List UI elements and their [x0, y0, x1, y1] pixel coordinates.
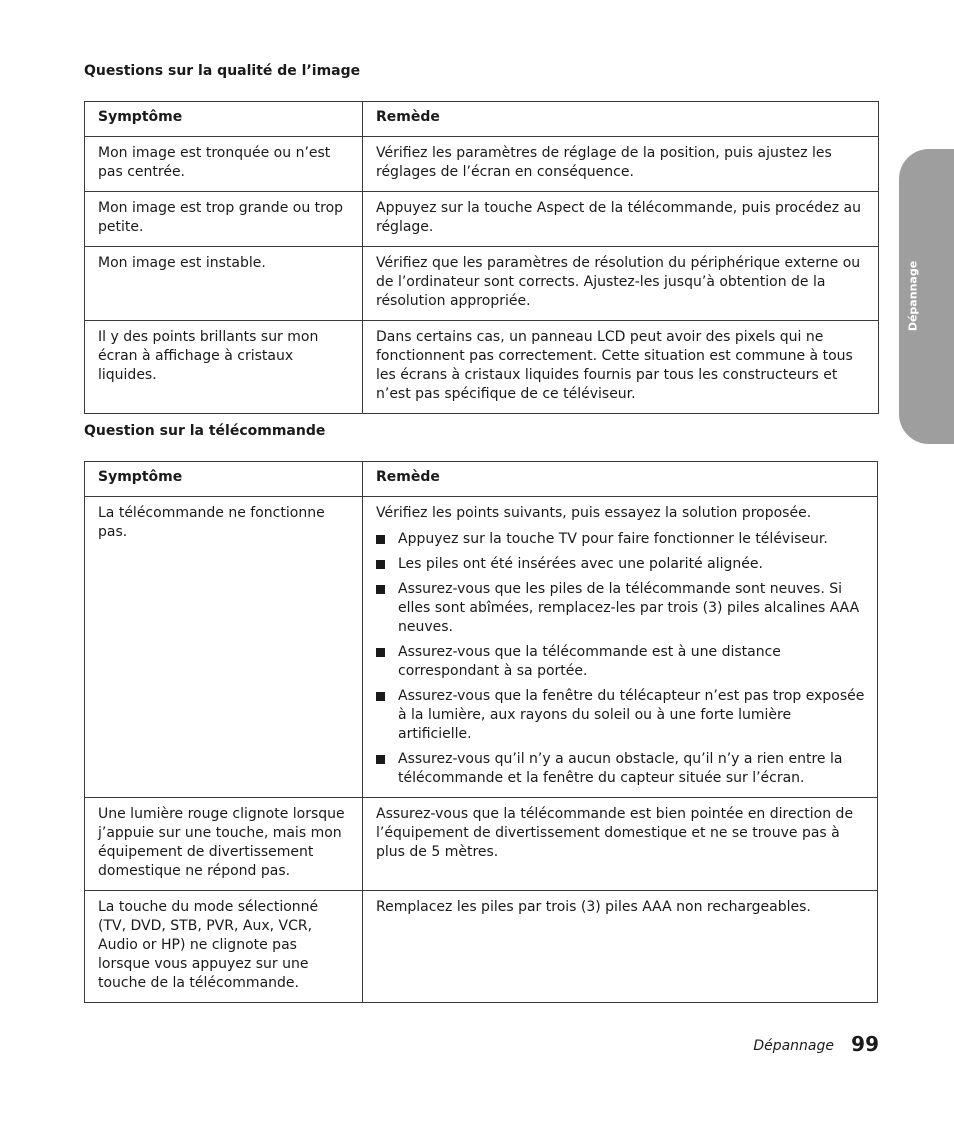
table-row — [85, 137, 879, 192]
square-bullet-icon — [376, 535, 385, 544]
remedy-intro: Vérifiez les points suivants, puis essayez la solution proposée. — [376, 505, 812, 521]
remedy-cell: Assurez-vous que la télécommande est bien pointée en direction de l’équipement de divertissement domestique et ne se trouve pas à plus de 5 mètres. — [363, 798, 878, 891]
section-title-image-quality: Questions sur la qualité de l’image — [84, 63, 361, 79]
footer-chapter-label: Dépannage — [753, 1038, 834, 1054]
table-row — [85, 497, 878, 798]
square-bullet-icon — [376, 755, 385, 764]
square-bullet-icon — [376, 648, 385, 657]
symptom-cell: Une lumière rouge clignote lorsque j’appuie sur une touche, mais mon équipement de divertissement domestique ne répond pas. — [85, 798, 363, 891]
symptom-cell: La télécommande ne fonctionne pas. — [85, 497, 363, 798]
symptom-cell: La touche du mode sélectionné (TV, DVD, STB, PVR, Aux, VCR, Audio or HP) ne clignote pas lorsque vous appuyez sur une touche de la télécommande. — [85, 891, 363, 1003]
remedy-cell: Remplacez les piles par trois (3) piles AAA non rechargeables. — [363, 891, 878, 1003]
list-item — [376, 530, 865, 549]
remedy-cell: Appuyez sur la touche Aspect de la télécommande, puis procédez au réglage. — [363, 192, 879, 247]
header-remedy: Remède — [363, 462, 878, 497]
table-row — [85, 891, 878, 1003]
symptom-cell: Mon image est tronquée ou n’est pas centrée. — [85, 137, 363, 192]
list-item-text: Assurez-vous que la télécommande est à une distance correspondant à sa portée. — [398, 644, 781, 679]
image-quality-table — [84, 101, 879, 414]
remedy-cell: Vérifiez les paramètres de réglage de la position, puis ajustez les réglages de l’écran en conséquence. — [363, 137, 879, 192]
remedy-cell: Dans certains cas, un panneau LCD peut avoir des pixels qui ne fonctionnent pas correctement. Cette situation est commune à tous les écrans à cristaux liquides fournis par tous les constructeurs et n’est pas spécifique de ce téléviseur. — [363, 321, 879, 414]
square-bullet-icon — [376, 560, 385, 569]
list-item-text: Assurez-vous qu’il n’y a aucun obstacle, qu’il n’y a rien entre la télécommande et la fenêtre du capteur située sur l’écran. — [398, 751, 843, 786]
table-row — [85, 247, 879, 321]
square-bullet-icon — [376, 692, 385, 701]
list-item-text: Appuyez sur la touche TV pour faire fonctionner le téléviseur. — [398, 531, 828, 547]
header-symptom: Symptôme — [85, 462, 363, 497]
list-item — [376, 580, 865, 637]
table-row — [85, 192, 879, 247]
symptom-cell: Il y des points brillants sur mon écran à affichage à cristaux liquides. — [85, 321, 363, 414]
list-item — [376, 687, 865, 744]
list-item — [376, 750, 865, 788]
section-title-remote-control: Question sur la télécommande — [84, 423, 326, 439]
table-row — [85, 321, 879, 414]
square-bullet-icon — [376, 585, 385, 594]
header-symptom: Symptôme — [85, 102, 363, 137]
header-remedy: Remède — [363, 102, 879, 137]
side-tab-label: Dépannage — [906, 260, 920, 332]
list-item-text: Assurez-vous que la fenêtre du télécapteur n’est pas trop exposée à la lumière, aux rayons du soleil ou à une forte lumière artificielle. — [398, 688, 865, 742]
remedy-cell — [363, 497, 878, 798]
list-item-text: Assurez-vous que les piles de la télécommande sont neuves. Si elles sont abîmées, remplacez-les par trois (3) piles alcalines AAA neuves. — [398, 581, 860, 635]
remote-control-table — [84, 461, 878, 1003]
list-item — [376, 555, 865, 574]
symptom-cell: Mon image est instable. — [85, 247, 363, 321]
table-header-row — [85, 102, 879, 137]
table-header-row — [85, 462, 878, 497]
table-row — [85, 798, 878, 891]
remedy-cell: Vérifiez que les paramètres de résolution du périphérique externe ou de l’ordinateur sont corrects. Ajustez-les jusqu’à obtention de la résolution appropriée. — [363, 247, 879, 321]
remedy-bullet-list — [376, 530, 865, 788]
symptom-cell: Mon image est trop grande ou trop petite. — [85, 192, 363, 247]
page-number: 99 — [851, 1032, 879, 1056]
list-item-text: Les piles ont été insérées avec une polarité alignée. — [398, 556, 763, 572]
list-item — [376, 643, 865, 681]
